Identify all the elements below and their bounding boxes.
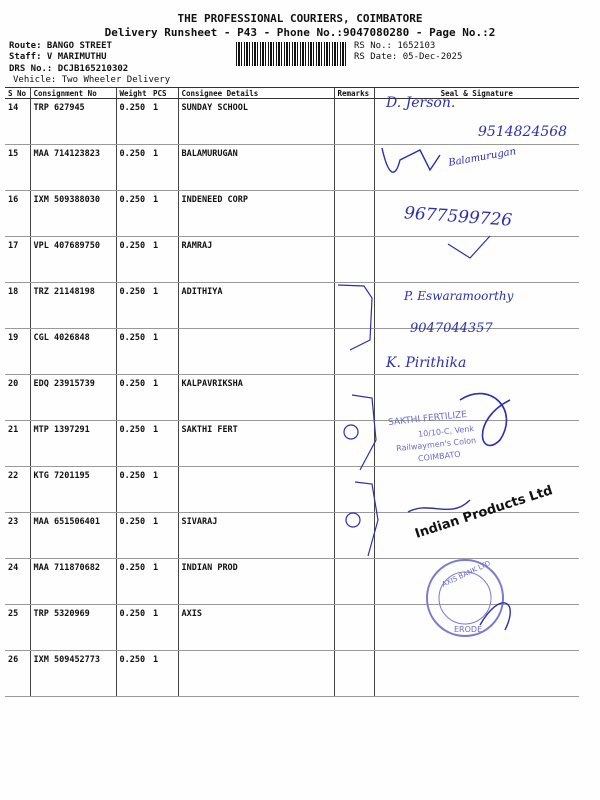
cell-consignment: VPL 407689750 [30, 237, 116, 283]
signature-stroke-25 [480, 603, 510, 630]
company-title: THE PROFESSIONAL COURIERS, COIMBATORE [177, 12, 423, 25]
cell-consignee: AXIS [178, 605, 334, 651]
cell-consignment: EDQ 23915739 [30, 375, 116, 421]
cell-consignment: TRP 5320969 [30, 605, 116, 651]
cell-consignee: INDIAN PROD [178, 559, 334, 605]
cell-pcs: 1 [150, 421, 178, 467]
bracket-mark-1 [338, 285, 372, 350]
signature-stroke-15 [382, 148, 440, 172]
cell-consignee: BALAMURUGAN [178, 145, 334, 191]
cell-weight: 0.250 [116, 145, 150, 191]
col-consignment: Consignment No [30, 88, 116, 99]
route: Route: BANGO STREET [9, 41, 112, 51]
handwritten-phone-2: 9677599726 [403, 203, 513, 231]
signature-stroke-23 [408, 500, 470, 512]
signature-eswaramoorthy: P. Eswaramoorthy [404, 289, 514, 303]
cell-weight: 0.250 [116, 467, 150, 513]
cell-sno: 22 [5, 467, 30, 513]
stamp-sakthi-line4: COIMBATO [417, 449, 462, 464]
cell-weight: 0.250 [116, 559, 150, 605]
cell-consignment: IXM 509452773 [30, 651, 116, 697]
cell-sno: 18 [5, 283, 30, 329]
cell-sno: 20 [5, 375, 30, 421]
col-remarks: Remarks [334, 88, 374, 99]
cell-sno: 25 [5, 605, 30, 651]
runsheet-subtitle: Delivery Runsheet - P43 - Phone No.:9047080280 - Page No.:2 [104, 26, 496, 39]
cell-pcs: 1 [150, 191, 178, 237]
cell-consignment: TRP 627945 [30, 99, 116, 145]
stamp-axis-city: ERODE [454, 625, 483, 634]
cell-weight: 0.250 [116, 237, 150, 283]
signature-stroke-17 [448, 236, 490, 258]
stamp-sakthi-line3: Railwaymen's Colon [395, 435, 477, 454]
cell-pcs: 1 [150, 283, 178, 329]
signature-pirithika: K. Pirithika [386, 355, 467, 371]
cell-weight: 0.250 [116, 513, 150, 559]
cell-pcs: 1 [150, 605, 178, 651]
cell-consignment: MAA 714123823 [30, 145, 116, 191]
col-consignee: Consignee Details [178, 88, 334, 99]
stamp-indian-products: Indian Products Ltd [413, 483, 555, 542]
cell-sno: 23 [5, 513, 30, 559]
cell-sno: 26 [5, 651, 30, 697]
cell-weight: 0.250 [116, 375, 150, 421]
cell-consignee: INDENEED CORP [178, 191, 334, 237]
cell-consignee: RAMRAJ [178, 237, 334, 283]
col-signature: Seal & Signature [374, 88, 579, 99]
cell-consignment: IXM 509388030 [30, 191, 116, 237]
cell-pcs: 1 [150, 651, 178, 697]
cell-sno: 24 [5, 559, 30, 605]
cell-sno: 21 [5, 421, 30, 467]
cell-pcs: 1 [150, 375, 178, 421]
col-pcs: PCS [150, 88, 178, 99]
stamp-axis-bank: AXIS BANK LTD [440, 559, 492, 589]
cell-consignee: KALPAVRIKSHA [178, 375, 334, 421]
cell-weight: 0.250 [116, 651, 150, 697]
vehicle: Vehicle: Two Wheeler Delivery [13, 75, 171, 85]
stamp-sakthi-line1: SAKTHI FERTILIZE [387, 409, 468, 429]
cell-sno: 19 [5, 329, 30, 375]
cell-weight: 0.250 [116, 191, 150, 237]
cell-consignee: SIVARAJ [178, 513, 334, 559]
handwritten-phone-1: 9514824568 [478, 124, 568, 140]
col-sno: S No [5, 88, 30, 99]
cell-weight: 0.250 [116, 283, 150, 329]
cell-weight: 0.250 [116, 99, 150, 145]
circled-mark-2 [346, 513, 360, 527]
cell-consignee: SAKTHI FERT [178, 421, 334, 467]
cell-consignment: KTG 7201195 [30, 467, 116, 513]
cell-pcs: 1 [150, 559, 178, 605]
circled-mark-1 [344, 425, 358, 439]
cell-pcs: 1 [150, 99, 178, 145]
cell-sno: 15 [5, 145, 30, 191]
cell-pcs: 1 [150, 467, 178, 513]
cell-consignment: CGL 4026848 [30, 329, 116, 375]
cell-sno: 14 [5, 99, 30, 145]
stamp-sakthi-line2: 10/10-C, Venk [417, 424, 475, 439]
cell-consignment: MAA 711870682 [30, 559, 116, 605]
col-weight: Weight [116, 88, 150, 99]
handwritten-phone-3: 9047044357 [410, 321, 493, 336]
cell-pcs: 1 [150, 145, 178, 191]
cell-sno: 17 [5, 237, 30, 283]
cell-pcs: 1 [150, 329, 178, 375]
signature-balamurugan: Balamurugan [447, 146, 517, 169]
cell-pcs: 1 [150, 513, 178, 559]
rs-number: RS No.: 1652103 [354, 41, 436, 51]
cell-consignment: TRZ 21148198 [30, 283, 116, 329]
signature-jerson: D. Jerson. [386, 95, 456, 111]
rs-date: RS Date: 05-Dec-2025 [354, 52, 463, 62]
bracket-mark-2 [352, 395, 376, 470]
cell-weight: 0.250 [116, 421, 150, 467]
cell-pcs: 1 [150, 237, 178, 283]
cell-consignment: MAA 651506401 [30, 513, 116, 559]
cell-consignee: SUNDAY SCHOOL [178, 99, 334, 145]
drs-number: DRS No.: DCJB165210302 [9, 64, 129, 74]
cell-weight: 0.250 [116, 329, 150, 375]
cell-consignment: MTP 1397291 [30, 421, 116, 467]
cell-sno: 16 [5, 191, 30, 237]
cell-consignee: ADITHIYA [178, 283, 334, 329]
bracket-mark-3 [355, 482, 378, 556]
cell-weight: 0.250 [116, 605, 150, 651]
staff: Staff: V MARIMUTHU [9, 52, 107, 62]
